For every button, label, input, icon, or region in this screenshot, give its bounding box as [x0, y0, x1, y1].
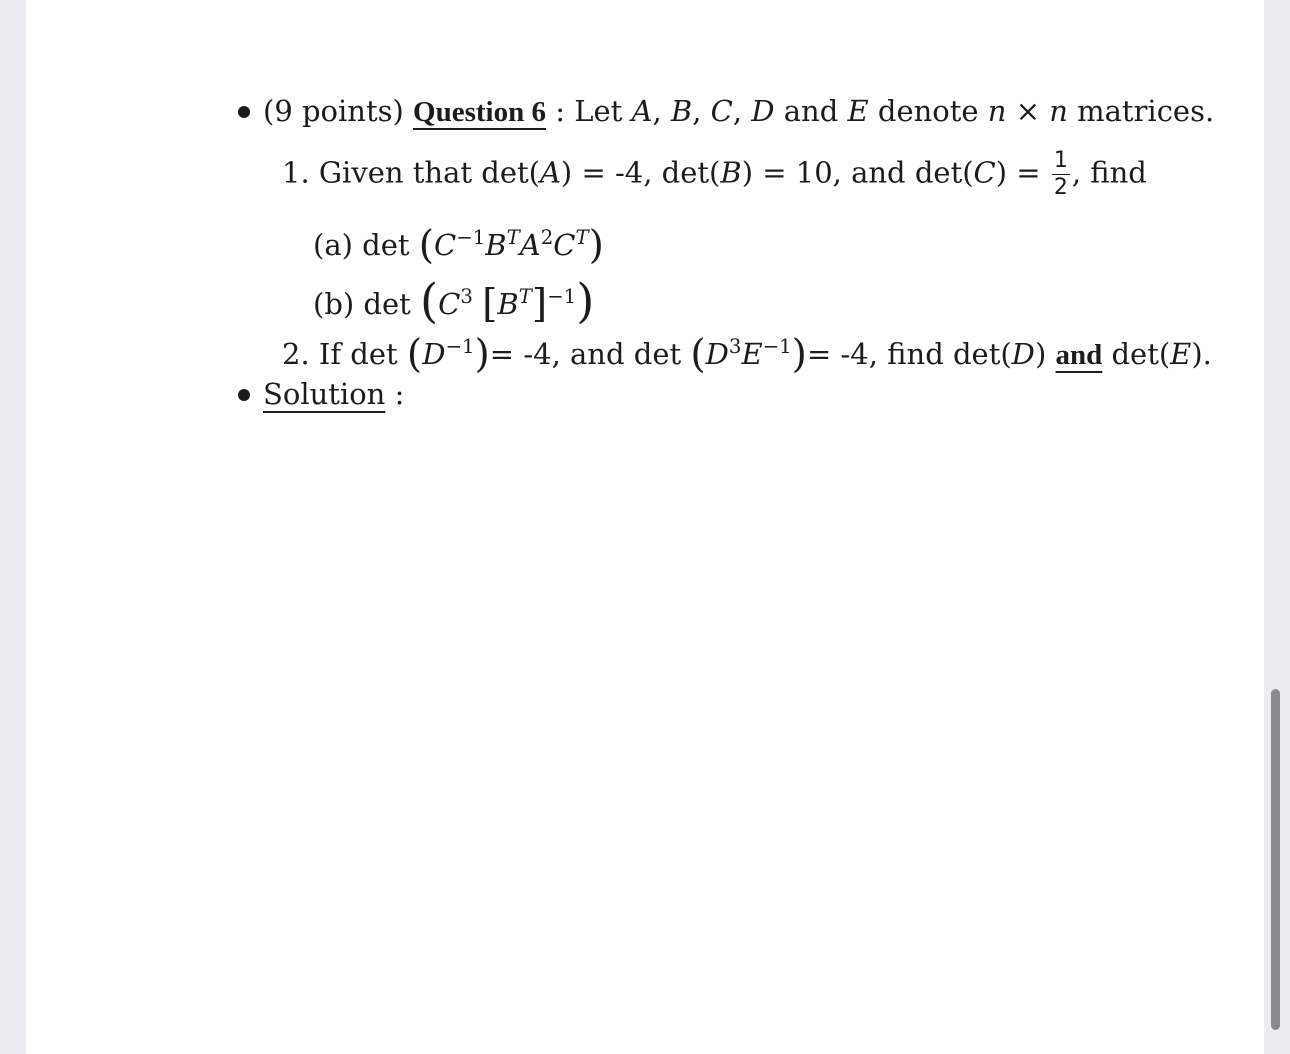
- matrix-d: D: [751, 94, 775, 128]
- solution-label: Solution: [263, 377, 386, 411]
- part1-number: 1.: [282, 155, 310, 190]
- part1-a-line: (a) $\det (C^{-1}B^TA^2C^T)$: [313, 223, 604, 268]
- part1-b-det: det: [363, 287, 411, 321]
- scrollbar-thumb[interactable]: [1271, 689, 1280, 1030]
- detB-value: 10: [795, 155, 833, 190]
- detC-denominator: 2: [1053, 175, 1068, 200]
- part1-find: find: [1090, 155, 1147, 190]
- matrix-a: A: [631, 94, 653, 128]
- part2-find-det: find det(: [887, 337, 1012, 371]
- part2-number: 2.: [282, 337, 310, 371]
- detC-fraction: [1052, 150, 1070, 199]
- question-title: Question 6: [413, 96, 546, 128]
- matrix-dimension: n × n: [987, 94, 1068, 128]
- question-intro-end: matrices.: [1077, 94, 1215, 128]
- part1-b-label: (b): [313, 287, 355, 321]
- part2-value1: -4: [523, 337, 552, 371]
- part1-given-line: 1. Given that det(A) = -4, det(B) = 10, and det(C) = $\frac{1}{2}$ , find: [282, 148, 1147, 200]
- bullet-solution: [238, 389, 250, 401]
- question-intro-and: and: [783, 94, 839, 128]
- part1-a-label: (a): [313, 228, 353, 262]
- part2-and-det: and det: [570, 337, 682, 371]
- question-colon: :: [555, 94, 565, 128]
- part1-b-line: (b) $\det (C^3$ $[B^T]^{-1}$): [313, 274, 595, 328]
- part2-period: .: [1202, 337, 1212, 371]
- matrix-e: E: [847, 94, 869, 128]
- question-intro-post: denote: [877, 94, 979, 128]
- part1-a-det: det: [362, 228, 410, 262]
- matrix-b: B: [670, 94, 693, 128]
- detC-numerator: 1: [1053, 148, 1068, 173]
- bullet-question: [238, 106, 250, 118]
- question-points: (9 points): [263, 94, 404, 128]
- part2-if-det: If det: [318, 337, 398, 371]
- matrix-c: C: [710, 94, 733, 128]
- solution-line: [263, 377, 405, 411]
- part1-given: Given that det(: [318, 155, 540, 190]
- solution-colon: :: [394, 377, 405, 411]
- document-page: [26, 0, 1264, 1054]
- question-intro-pre: Let: [574, 94, 623, 128]
- part2-and-bold: and: [1055, 339, 1103, 371]
- part2-line: 2. If $\det (D^{-1})= -4$, and $\det (D^3E^{-1})= -4$, find det(D) and det(E).: [282, 332, 1212, 377]
- detA-value: -4: [614, 155, 644, 190]
- question-content: [26, 0, 1264, 1054]
- part2-value2: -4: [840, 337, 869, 371]
- question-header: (9 points) Question 6 : Let A, B, C, D and E denote n × n matrices.: [263, 94, 1215, 128]
